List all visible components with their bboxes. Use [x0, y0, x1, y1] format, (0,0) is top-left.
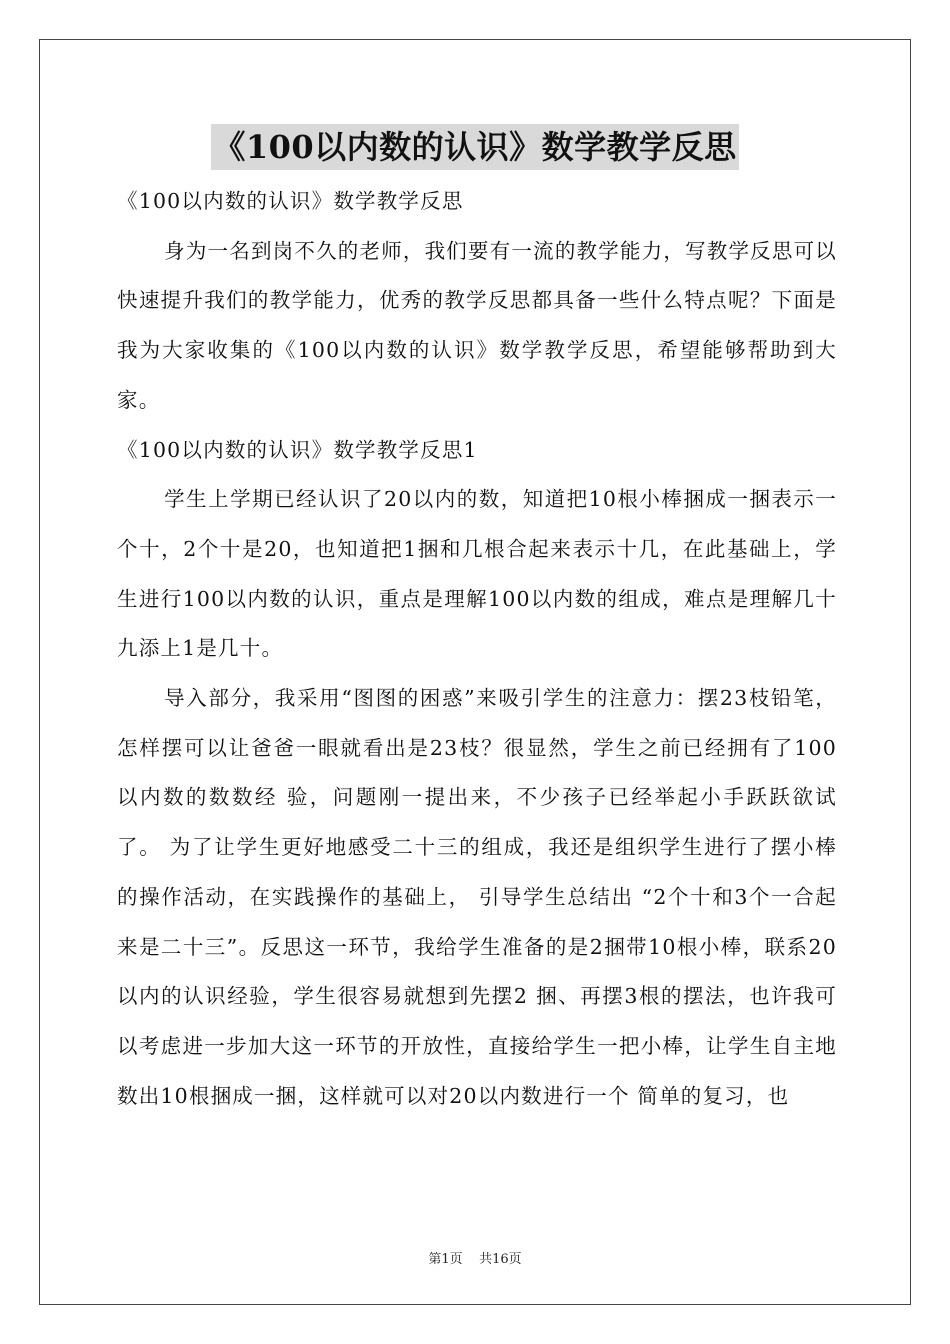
- document-body: [117, 177, 837, 1121]
- page-number: 第1页: [428, 1252, 463, 1267]
- intro-paragraph: 身为一名到岗不久的老师，我们要有一流的教学能力，写教学反思可以快速提升我们的教学能力，优秀的教学反思都具备一些什么特点呢？下面是我为大家收集的《100以内数的认识》数学教学反思，希望能够帮助到大家。: [117, 238, 837, 412]
- page-total: 共16页: [479, 1252, 522, 1267]
- body-paragraph: 学生上学期已经认识了20以内的数，知道把10根小棒捆成一捆表示一个十，2个十是20，也知道把1捆和几根合起来表示十几，在此基础上，学生进行100以内数的认识，重点是理解100以内数的组成，难点是理解几十九添上1是几十。: [117, 487, 837, 661]
- document-title: 《100以内数的认识》数学教学反思: [211, 124, 738, 170]
- page-footer: [0, 1248, 950, 1267]
- subtitle-paragraph: 《100以内数的认识》数学教学反思: [117, 189, 464, 213]
- body-paragraph: 导入部分，我采用“图图的困惑”来吸引学生的注意力：摆23枝铅笔，怎样摆可以让爸爸一眼就看出是23枝？很显然，学生之前已经拥有了100以内数的数数经 验，问题刚一提出来，不少孩子已经举起小手跃跃欲试了。 为了让学生更好地感受二十三的组成，我还是组织学生进行了摆小棒的操作活动，在实践操作的基础上， 引导学生总结出 “2个十和3个一合起来是二十三”。反思这一环节，我给学生准备的是2捆带10根小棒，联系20以内的认识经验，学生很容易就想到先摆2 捆、再摆3根的摆法，也许我可以考虑进一步加大这一环节的开放性，直接给学生一把小棒，让学生自主地数出10根捆成一捆，这样就可以对20以内数进行一个 简单的复习，也: [117, 686, 837, 1108]
- title-container: [0, 124, 950, 170]
- section-heading: 《100以内数的认识》数学教学反思1: [117, 437, 478, 462]
